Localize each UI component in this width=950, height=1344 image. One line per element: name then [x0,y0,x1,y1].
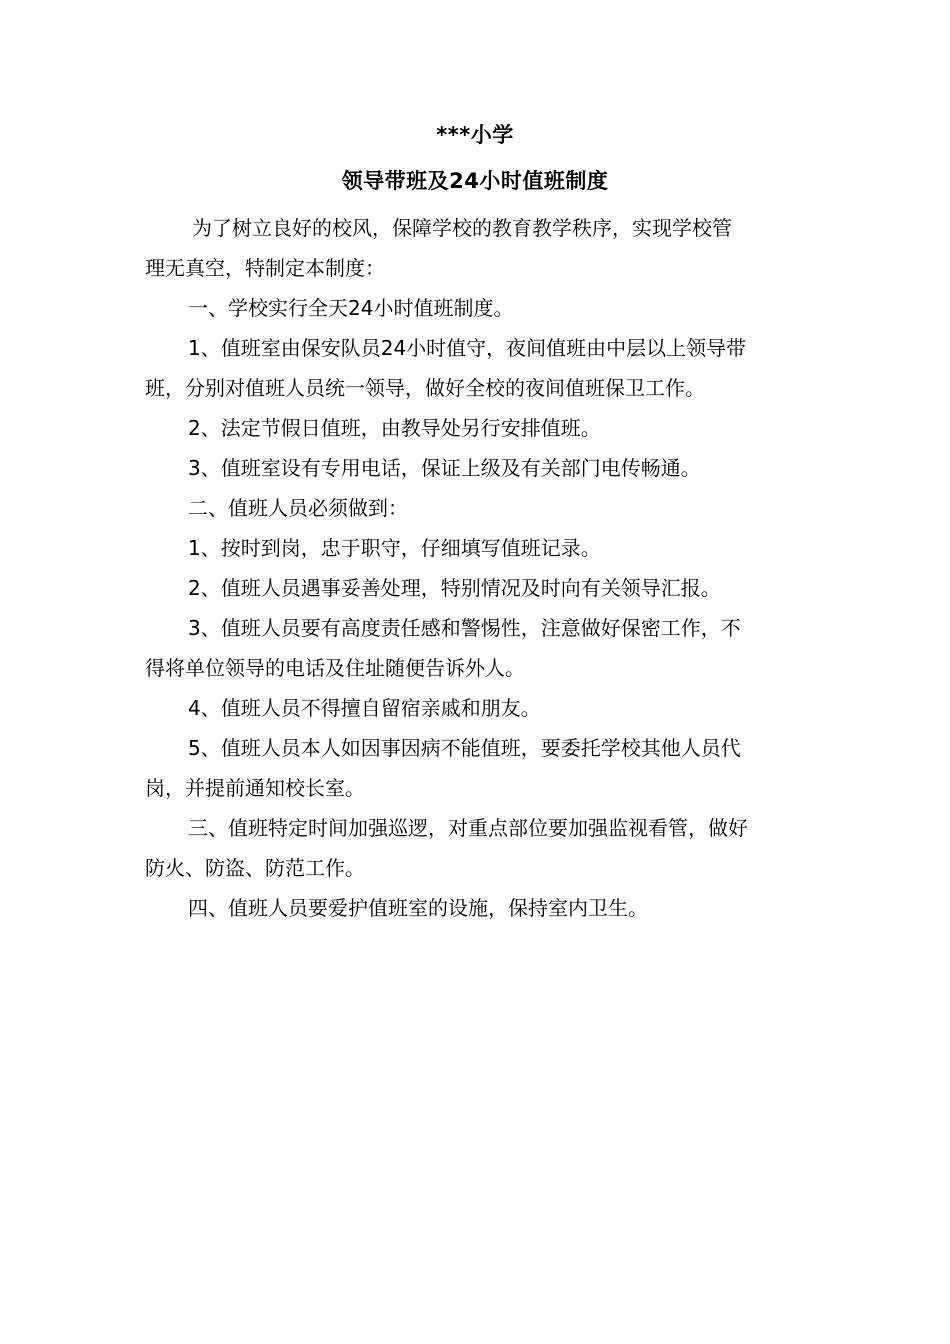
school-name: ***小学 [436,123,514,147]
section-2-heading: 二、值班人员必须做到： [188,496,408,520]
section-3-line-1: 三、值班特定时间加强巡逻，对重点部位要加强监视看管，做好 [188,816,748,840]
section-3-line-2: 防火、防盗、防范工作。 [145,856,365,880]
section-4: 四、值班人员要爱护值班室的设施，保持室内卫生。 [188,896,648,920]
document-body [145,208,805,928]
section-2-item-4: 4、值班人员不得擅自留宿亲戚和朋友。 [188,696,541,720]
section-1-item-2: 2、法定节假日值班，由教导处另行安排值班。 [188,416,601,440]
section-2-item-2: 2、值班人员遇事妥善处理，特别情况及时向有关领导汇报。 [188,576,721,600]
section-2-item-3-line-2: 得将单位领导的电话及住址随便告诉外人。 [145,656,525,680]
section-1-item-1-line-1: 1、值班室由保安队员24小时值守，夜间值班由中层以上领导带 [188,336,747,360]
section-1-item-3: 3、值班室设有专用电话，保证上级及有关部门电传畅通。 [188,456,701,480]
section-1-item-1-line-2: 班，分别对值班人员统一领导，做好全校的夜间值班保卫工作。 [145,376,705,400]
section-2-item-1: 1、按时到岗，忠于职守，仔细填写值班记录。 [188,536,601,560]
section-2-item-5-line-2: 岗，并提前通知校长室。 [145,776,365,800]
section-1-heading: 一、学校实行全天24小时值班制度。 [188,296,514,320]
intro-line-2: 理无真空，特制定本制度： [145,256,385,280]
intro-line-1: 为了树立良好的校风，保障学校的教育教学秩序，实现学校管 [192,216,732,240]
section-2-item-3-line-1: 3、值班人员要有高度责任感和警惕性，注意做好保密工作，不 [188,616,741,640]
section-2-item-5-line-1: 5、值班人员本人如因事因病不能值班，要委托学校其他人员代 [188,736,741,760]
document-title: 领导带班及24小时值班制度 [341,169,609,193]
